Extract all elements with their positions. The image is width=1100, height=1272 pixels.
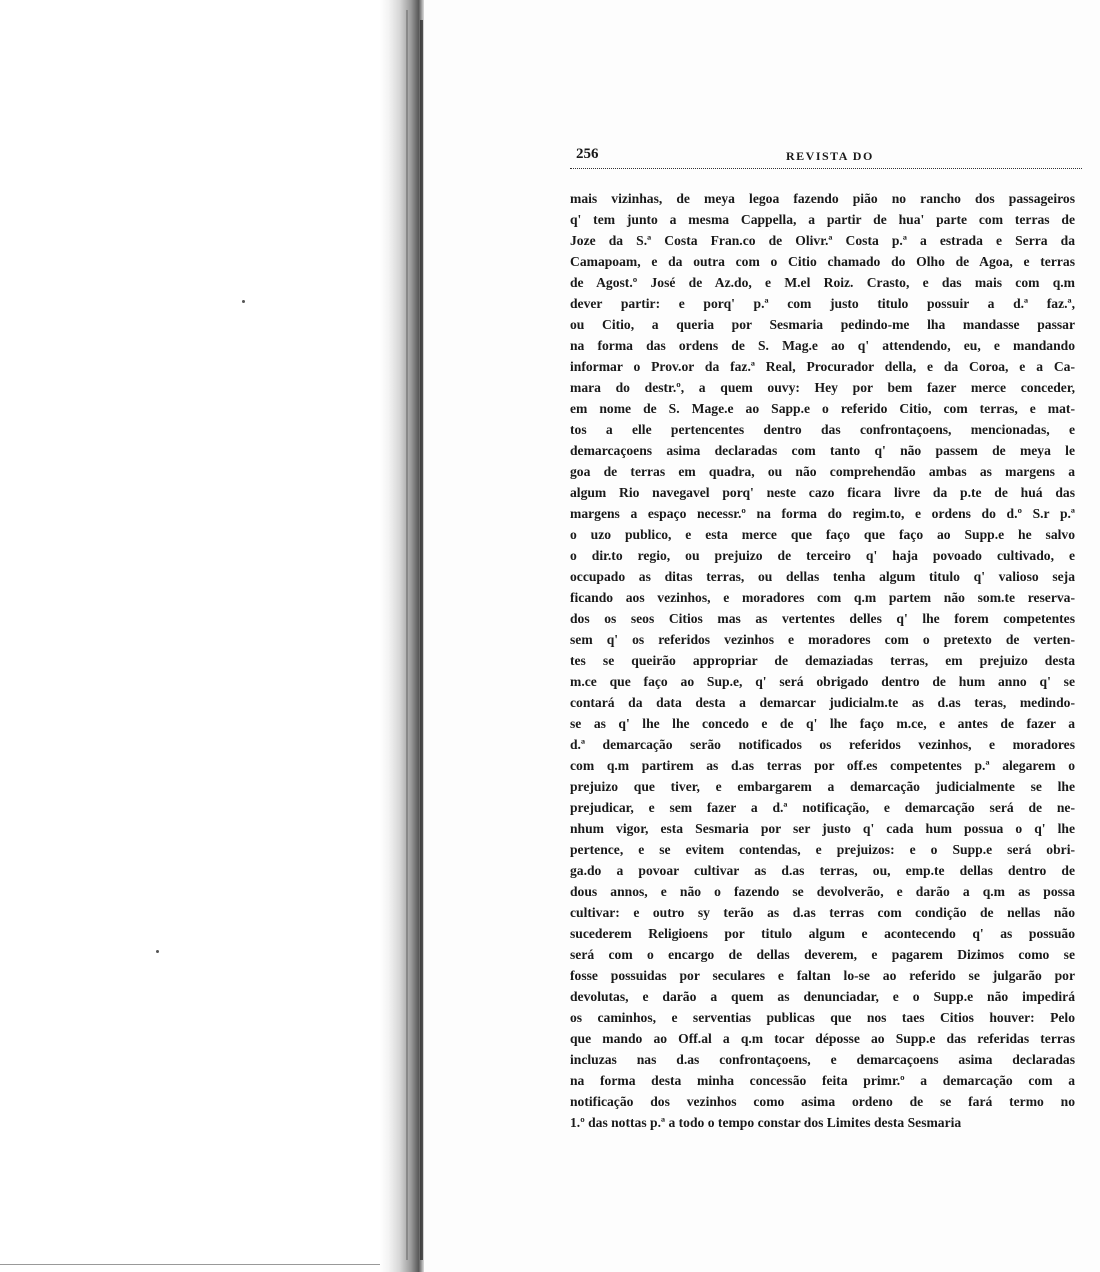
text-line: pertence, e se evitem contendas, e prejuizos: e o Supp.e será obri- (570, 842, 1075, 857)
text-line: prejuizo que tiver, e embargarem a demarcação judicialmente se lhe (570, 779, 1075, 794)
text-line: 1.º das nottas p.ª a todo o tempo constar dos Limites desta Sesmaria (570, 1115, 962, 1130)
text-line: ou Citio, a queria por Sesmaria pedindo-me lha mandasse passar (570, 317, 1075, 332)
text-line: fosse possuidas por seculares e faltan lo-se ao referido se julgarão por (570, 968, 1075, 983)
text-line: devolutas, e darão a quem as denunciadar, e o Supp.e não impedirá (570, 989, 1075, 1004)
running-head: REVISTA DO (786, 149, 874, 163)
page-number: 256 (576, 146, 599, 162)
text-line: tos a elle pertencentes dentro das confrontaçoens, mencionadas, e (570, 422, 1075, 437)
text-line: ficando aos vezinhos, e moradores com q.m partem não som.te reserva- (570, 590, 1075, 605)
text-line: m.ce que faço ao Sup.e, q' será obrigado dentro de hum anno q' se (570, 674, 1075, 689)
text-line: dous annos, e não o fazendo se devolverão, e darão a q.m as possa (570, 884, 1075, 899)
text-line: contará da data desta a demarcar judicialm.te as d.as teras, medindo- (570, 695, 1075, 710)
book-gutter-shadow (380, 0, 424, 1272)
text-line: com q.m partirem as d.as terras por off.es competentes p.ª alegarem o (570, 758, 1075, 773)
text-line: goa de terras em quadra, ou não comprehendão ambas as margens a (570, 464, 1075, 479)
scan-speck (242, 300, 245, 303)
text-line: cultivar: e outro sy terão as d.as terras com condição de nellas não (570, 905, 1075, 920)
text-line: mara do destr.º, a quem ouvy: Hey por bem fazer merce conceder, (570, 380, 1075, 395)
text-line: se as q' lhe lhe concedo e de q' lhe faço m.ce, e antes de fazer a (570, 716, 1075, 731)
text-line: algum Rio navegavel porq' neste cazo ficara livre da p.te de huá das (570, 485, 1075, 500)
text-line: será com o encargo de dellas deverem, e pagarem Dizimos como se (570, 947, 1075, 962)
text-line: incluzas nas d.as confrontaçoens, e demarcaçoens asima declaradas (570, 1052, 1075, 1067)
scan-speck (156, 950, 159, 953)
text-line: que mando ao Off.al a q.m tocar déposse ao Supp.e das referidas terras (570, 1031, 1075, 1046)
text-line: dever partir: e porq' p.ª com justo titulo possuir a d.ª faz.ª, (570, 296, 1075, 311)
text-line: em nome de S. Mage.e ao Sapp.e o referido Citio, com terras, e mat- (570, 401, 1075, 416)
text-line: na forma das ordens de S. Mag.e ao q' attendendo, eu, e mandando (570, 338, 1075, 353)
text-line: demarcaçoens asima declaradas com tanto q' não passem de meya le (570, 443, 1075, 458)
text-line: de Agost.º José de Az.do, e M.el Roiz. Crasto, e das mais com q.m (570, 275, 1075, 290)
text-line: d.ª demarcação serão notificados os referidos vezinhos, e moradores (570, 737, 1075, 752)
text-line: nhum vigor, esta Sesmaria por ser justo q' cada hum possua o q' lhe (570, 821, 1075, 836)
text-line: notificação dos vezinhos como asima ordeno de se fará termo no (570, 1094, 1075, 1109)
page-header (570, 146, 1082, 169)
text-line: mais vizinhas, de meya legoa fazendo pião no rancho dos passageiros (570, 191, 1075, 206)
text-line: na forma desta minha concessão feita primr.º a demarcação com a (570, 1073, 1075, 1088)
text-line: Camapoam, e da outra com o Citio chamado do Olho de Agoa, e terras (570, 254, 1075, 269)
text-line: informar o Prov.or da faz.ª Real, Procurador della, e da Coroa, e a Ca- (570, 359, 1075, 374)
text-line: occupado as ditas terras, ou dellas tenha algum titulo q' valioso seja (570, 569, 1075, 584)
body-text (570, 188, 1075, 1133)
scan-edge-line (0, 1264, 380, 1265)
text-line: ga.do a povoar cultivar as d.as terras, ou, emp.te dellas dentro de (570, 863, 1075, 878)
text-line: prejudicar, e sem fazer a d.ª notificação, e demarcação será de ne- (570, 800, 1075, 815)
text-line: margens a espaço necessr.º na forma do regim.to, e ordens do d.º S.r p.ª (570, 506, 1075, 521)
text-line: os caminhos, e serventias publicas que nos taes Citios houver: Pelo (570, 1010, 1075, 1025)
text-line: tes se queirão appropriar de demaziadas terras, em prejuizo desta (570, 653, 1075, 668)
blank-facing-page (0, 0, 412, 1272)
text-line: o uzo publico, e esta merce que faço que faço ao Supp.e he salvo (570, 527, 1075, 542)
text-line: q' tem junto a mesma Cappella, a partir de hua' parte com terras de (570, 212, 1075, 227)
text-line: Joze da S.ª Costa Fran.co de Olivr.ª Costa p.ª a estrada e Serra da (570, 233, 1075, 248)
text-line: sucederem Religioens por titulo algum e acontecendo q' as possuão (570, 926, 1075, 941)
page-binding-edge (420, 20, 423, 1260)
text-line: sem q' os referidos vezinhos e moradores com o pretexto de verten- (570, 632, 1075, 647)
gutter-edge-line (406, 10, 408, 1260)
text-line: dos os seos Citios mas as vertentes delles q' lhe forem competentes (570, 611, 1075, 626)
text-line: o dir.to regio, ou prejuizo de terceiro q' haja povoado cultivado, e (570, 548, 1075, 563)
